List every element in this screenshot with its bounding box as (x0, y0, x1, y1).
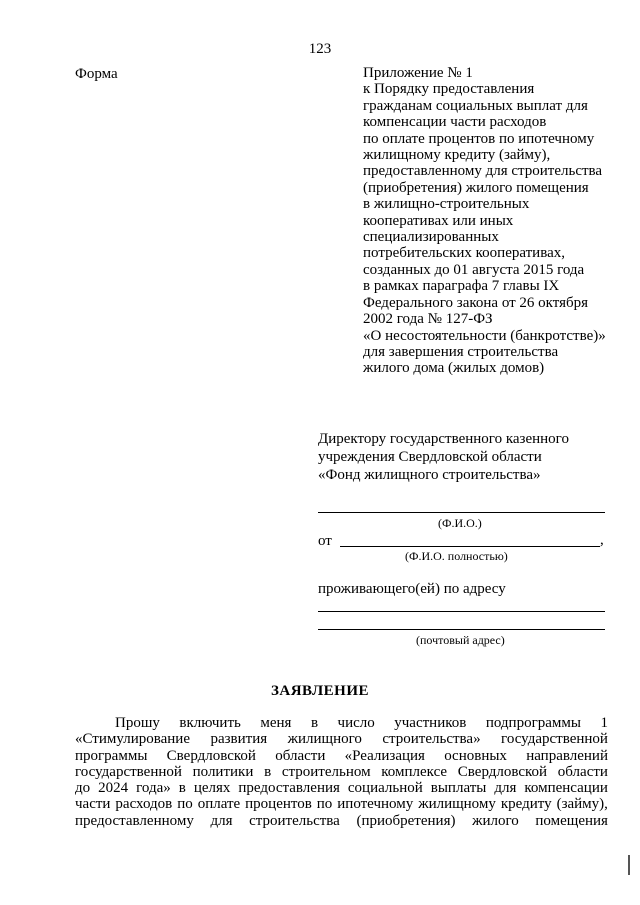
body-line: Прошу включить меня в число участников подпрограммы 1 (115, 715, 608, 731)
margin-mark (628, 855, 630, 875)
appendix-line: Федерального закона от 26 октября (363, 294, 589, 311)
appendix-block (363, 65, 633, 377)
appendix-line: гражданам социальных выплат для (363, 97, 588, 114)
page-number: 123 (308, 41, 332, 57)
appendix-line: специализированных (363, 229, 499, 246)
residing-label: проживающего(ей) по адресу (318, 581, 506, 597)
appendix-line: 2002 года № 127-ФЗ (363, 311, 493, 328)
addressee-line: учреждения Свердловской области (318, 449, 542, 465)
addressee-line: «Фонд жилищного строительства» (318, 467, 541, 483)
appendix-line: компенсации части расходов (363, 114, 547, 131)
body-line: части расходов по оплате процентов по ипотечному жилищному кредиту (займу), (75, 796, 608, 813)
postal-caption: (почтовый адрес) (416, 633, 505, 647)
appendix-line: кооперативах или иных (363, 212, 514, 229)
body-line: программы Свердловской области «Реализация основных направлений (75, 747, 608, 764)
body-line: предоставленному для строительства (приобретения) жилого помещения (75, 812, 608, 829)
appendix-line: по оплате процентов по ипотечному (363, 130, 595, 147)
addressee-block (318, 430, 618, 484)
statement-body (75, 715, 608, 829)
appendix-line: в жилищно-строительных (363, 196, 530, 213)
address-line-2[interactable] (318, 629, 605, 630)
appendix-line: к Порядку предоставления (363, 81, 535, 98)
from-fio-line[interactable] (340, 546, 600, 547)
from-comma: , (600, 532, 604, 548)
statement-title: ЗАЯВЛЕНИЕ (270, 683, 370, 699)
appendix-line: в рамках параграфа 7 главы IX (363, 278, 560, 295)
appendix-line: жилого дома (жилых домов) (363, 360, 545, 377)
appendix-line: созданных до 01 августа 2015 года (363, 261, 585, 278)
appendix-line: (приобретения) жилого помещения (363, 179, 589, 196)
fio-line[interactable] (318, 512, 605, 513)
address-line-1[interactable] (318, 611, 605, 612)
fio-caption: (Ф.И.О.) (438, 516, 482, 530)
addressee-line: Директору государственного казенного (318, 431, 569, 447)
body-line: «Стимулирование развития жилищного строительства» государственной (75, 731, 608, 748)
fio-full-caption: (Ф.И.О. полностью) (405, 549, 508, 563)
appendix-line: потребительских кооперативах, (363, 245, 566, 262)
from-label: от (318, 533, 332, 549)
body-line: до 2024 года» в целях предоставления социальной выплаты для компенсации (75, 780, 608, 797)
appendix-line: предоставленному для строительства (363, 163, 603, 180)
appendix-line: жилищному кредиту (займу), (363, 147, 551, 164)
appendix-line: Приложение № 1 (363, 65, 473, 81)
appendix-line: для завершения строительства (363, 343, 559, 360)
form-label: Форма (75, 66, 118, 82)
appendix-line: «О несостоятельности (банкротстве)» (363, 327, 606, 344)
body-line: государственной политики в строительном комплексе Свердловской области (75, 763, 608, 780)
